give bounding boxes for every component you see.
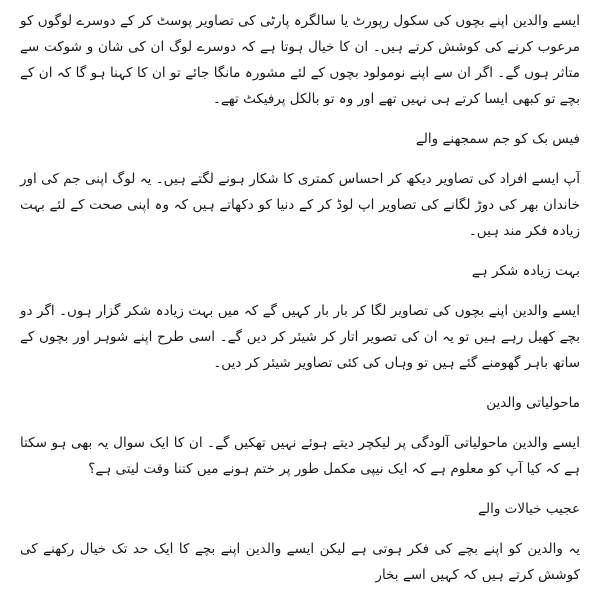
heading-strange-ideas: عجیب خیالات والے	[478, 501, 580, 517]
heading-environmental-parents: ماحولیاتی والدین	[486, 395, 580, 411]
paragraph-environmental-parents: ایسے والدین ماحولیاتی آلودگی پر لیکچر دیتے ہوئے نہیں تھکیں گے۔ ان کا ایک سوال یہ بھی ہو سکتا ہے کہ کیا آپ کو معلوم ہے کہ ایک نیپی مکمل طور پر ختم ہونے میں کتنا وقت لیتی ہے؟	[20, 435, 580, 477]
paragraph-strange-ideas: یہ والدین کو اپنے بچے کی فکر ہوتی ہے لیکن ایسے والدین اپنے بچے کا ایک حد تک خیال رکھنے کی کوشش کرتے ہیں کہ کہیں اسے بخار	[20, 541, 580, 583]
paragraph-school-report-parents: ایسے والدین اپنے بچوں کی سکول رپورٹ یا سالگرہ پارٹی کی تصاویر پوسٹ کر کے دوسرے لوگوں کو مرعوب کرنے کی کوشش کرتے ہیں۔ ان کا خیال ہوتا ہے کہ دوسرے لوگ ان کی شان و شوکت سے متاثر ہوں گے۔ اگر ان سے اپنے نومولود بچوں کے لئے مشورہ مانگا جائے تو ان کا کہنا ہو گا کہ ان کے بچے تو کبھی ایسا کرتے ہی نہیں تھے اور وہ تو بالکل پرفیکٹ تھے۔	[20, 13, 580, 107]
paragraph-thankful-parents: ایسے والدین اپنے بچوں کی تصاویر لگا کر بار بار کہیں گے کہ میں بہت زیادہ شکر گزار ہوں۔ اگر دو بچے کھیل رہے ہیں تو یہ ان کی تصویر اتار کر شیئر کر دیں گے۔ اسی طرح اپنے شوہر اور بچوں کے ساتھ باہر گھومنے گئے ہیں تو وہاں کی کئی تصاویر شیئر کر دیں۔	[20, 303, 580, 371]
heading-facebook-gym: فیس بک کو جم سمجھنے والے	[415, 131, 580, 147]
paragraph-gym-photos: آپ ایسے افراد کی تصاویر دیکھ کر احساس کمتری کا شکار ہونے لگتے ہیں۔ یہ لوگ اپنی جم کی اور خاندان بھر کی دوڑ لگانے کی تصاویر اپ لوڈ کر کے دنیا کو دکھاتے ہیں کہ وہ اپنی صحت کے لئے بہت زیادہ فکر مند ہیں۔	[20, 171, 580, 239]
heading-very-thankful: بہت زیادہ شکر ہے	[471, 263, 580, 279]
